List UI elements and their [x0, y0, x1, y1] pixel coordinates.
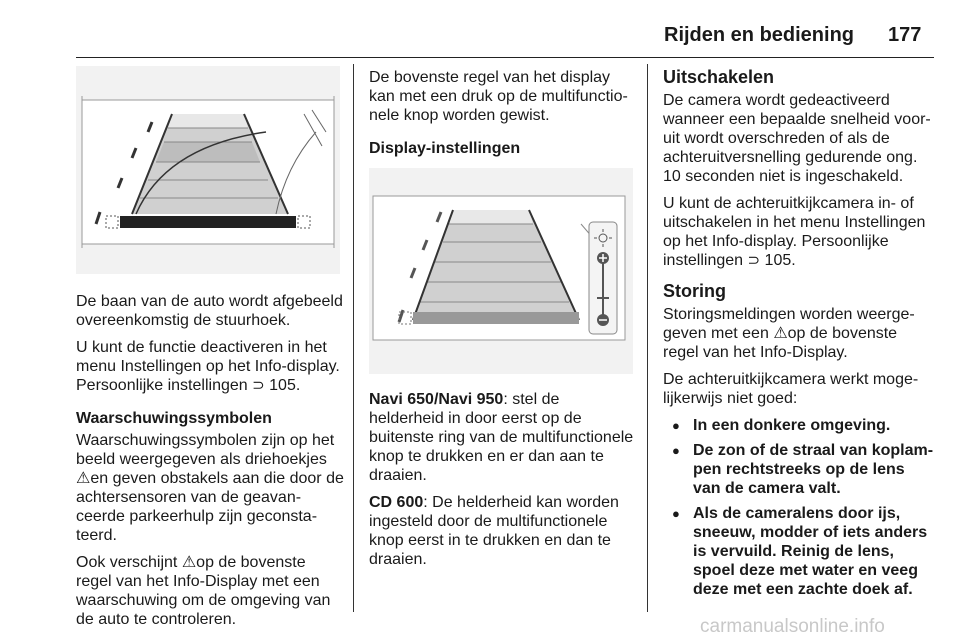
paragraph: Storingsmeldingen worden weerge-geven met een ⚠op de bovenste regel van het Info-Display.	[663, 306, 915, 361]
warning-triangle-icon: ⚠	[76, 470, 91, 487]
section-heading: Display-instellingen	[369, 140, 521, 157]
paragraph: De camera wordt gedeactiveerd wanneer een bepaalde snelheid voor-uit wordt overschreden of als de achteruitversnelling gedurende ong. 10 seconden niet is ingeschakeld.	[663, 92, 931, 185]
column-middle-lower	[369, 390, 637, 577]
column-middle	[369, 68, 637, 161]
paragraph: De baan van de auto wordt afgebeeld overeenkomstig de stuurhoek.	[76, 293, 343, 329]
warning-triangle-icon: ⚠	[773, 325, 788, 342]
paragraph: De achteruitkijkcamera werkt moge-lijkerwijs niet goed:	[663, 371, 919, 407]
list-item: ● Als de cameralens door ijs, sneeuw, modder of iets anders is vervuild. Reinig de lens, spoel deze met water en veeg deze met een zachte doek af.	[663, 504, 935, 599]
brightness-settings-figure	[369, 168, 633, 374]
running-header-title: Rijden en bediening	[664, 24, 855, 46]
section-heading: Storing	[663, 281, 726, 301]
section-heading: Waarschuwingssymbolen	[76, 410, 272, 427]
page-number: 177	[888, 24, 922, 46]
watermark: carmanualsonline.info	[700, 616, 885, 637]
list-item: ● De zon of de straal van koplam-pen rechtstreeks op de lens van de camera valt.	[663, 441, 935, 498]
header-rule	[76, 57, 934, 58]
section-heading: Uitschakelen	[663, 67, 775, 87]
column-divider	[647, 64, 648, 612]
paragraph: U kunt de functie deactiveren in het menu Instellingen op het Info-display. Persoonlijke instellingen ⊃ 105.	[76, 339, 340, 394]
warning-triangle-icon: ⚠	[181, 554, 197, 571]
paragraph: Waarschuwingssymbolen zijn op het beeld weergegeven als driehoekjes ⚠en geven obstakels aan die door de achtersensoren van de geavan-ceerde parkeerhulp zijn geconsta-teerd.	[76, 432, 344, 544]
paragraph: Navi 650/Navi 950: stel de helderheid in door eerst op de buitenste ring van de multifunctionele knop te drukken en er dan aan te draaien.	[369, 391, 634, 484]
rear-camera-trajectory-figure	[76, 66, 340, 274]
paragraph: De bovenste regel van het display kan met een druk op de multifunctio-nele knop worden gewist.	[369, 69, 628, 124]
bullet-list	[663, 416, 935, 599]
paragraph: CD 600: De helderheid kan worden ingesteld door de multifunctionele knop eerst in te drukken en dan te draaien.	[369, 494, 619, 568]
reference-arrow-icon: ⊃	[252, 377, 265, 394]
paragraph: U kunt de achteruitkijkcamera in- of uitschakelen in het menu Instellingen op het Info-display. Persoonlijke instellingen ⊃ 105.	[663, 195, 926, 269]
reference-arrow-icon: ⊃	[747, 252, 761, 269]
column-right	[663, 68, 935, 605]
column-left	[76, 292, 344, 637]
paragraph: Ook verschijnt ⚠op de bovenste regel van het Info-Display met een waarschuwing om de omgeving van de auto te controleren.	[76, 554, 331, 628]
list-item: ● In een donkere omgeving.	[663, 416, 935, 435]
column-divider	[353, 64, 354, 612]
